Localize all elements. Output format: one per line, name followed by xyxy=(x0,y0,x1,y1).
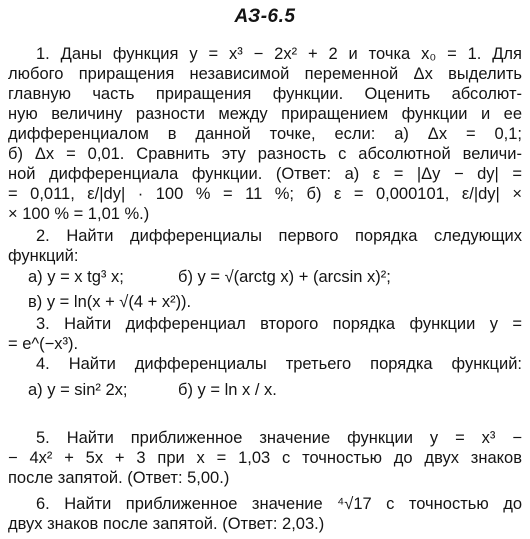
problem-1-line-5: дифференциалом в данной точке, если: а) Δx = 0,1; xyxy=(8,125,522,143)
problem-1-line-4: ную величину разности между приращением функции и ее xyxy=(8,105,522,123)
problem-3-line-2: = e^(−x³). xyxy=(8,335,79,353)
problem-4-item-b: б) y = ln x / x. xyxy=(178,381,277,399)
problem-1-line-3: главную часть приращения функции. Оценить абсолют- xyxy=(8,85,522,103)
problem-6-line-1: 6. Найти приближенное значение ⁴√17 с точностью до xyxy=(36,495,522,513)
problem-2-item-b: б) y = √(arctg x) + (arcsin x)²; xyxy=(178,268,391,286)
problem-6-line-2: двух знаков после запятой. (Ответ: 2,03.) xyxy=(8,515,325,533)
problem-5-line-3: после запятой. (Ответ: 5,00.) xyxy=(8,469,230,487)
problem-4-line-1: 4. Найти дифференциалы третьего порядка функций: xyxy=(36,355,522,373)
problem-1-line-7: ной дифференциала функции. (Ответ: а) ε = |Δy − dy| = xyxy=(8,165,522,183)
problem-1-line-1: 1. Даны функция y = x³ − 2x² + 2 и точка x₀ = 1. Для xyxy=(36,45,522,63)
problem-4-item-a: а) y = sin² 2x; xyxy=(28,381,128,399)
problem-5-line-2: − 4x² + 5x + 3 при x = 1,03 с точностью до двух знаков xyxy=(8,449,522,467)
problem-3-line-1: 3. Найти дифференциал второго порядка функции y = xyxy=(36,315,522,333)
problem-1-line-9: × 100 % = 1,01 %.) xyxy=(8,205,150,223)
problem-2-item-a: а) y = x tg³ x; xyxy=(28,268,124,286)
problem-1-line-8: = 0,011, ε/|dy| · 100 % = 11 %; б) ε = 0,000101, ε/|dy| × xyxy=(8,185,522,203)
problem-2-line-2: функций: xyxy=(8,247,79,265)
problem-1-line-6: б) Δx = 0,01. Сравнить эту разность с абсолютной величи- xyxy=(8,145,522,163)
page-title: АЗ-6.5 xyxy=(234,6,296,27)
problem-2-line-1: 2. Найти дифференциалы первого порядка следующих xyxy=(36,227,522,245)
problem-2-item-v: в) y = ln(x + √(4 + x²)). xyxy=(28,293,192,311)
problem-1-line-2: любого приращения независимой переменной Δx выделить xyxy=(8,65,522,83)
problem-5-line-1: 5. Найти приближенное значение функции y = x³ − xyxy=(36,429,522,447)
